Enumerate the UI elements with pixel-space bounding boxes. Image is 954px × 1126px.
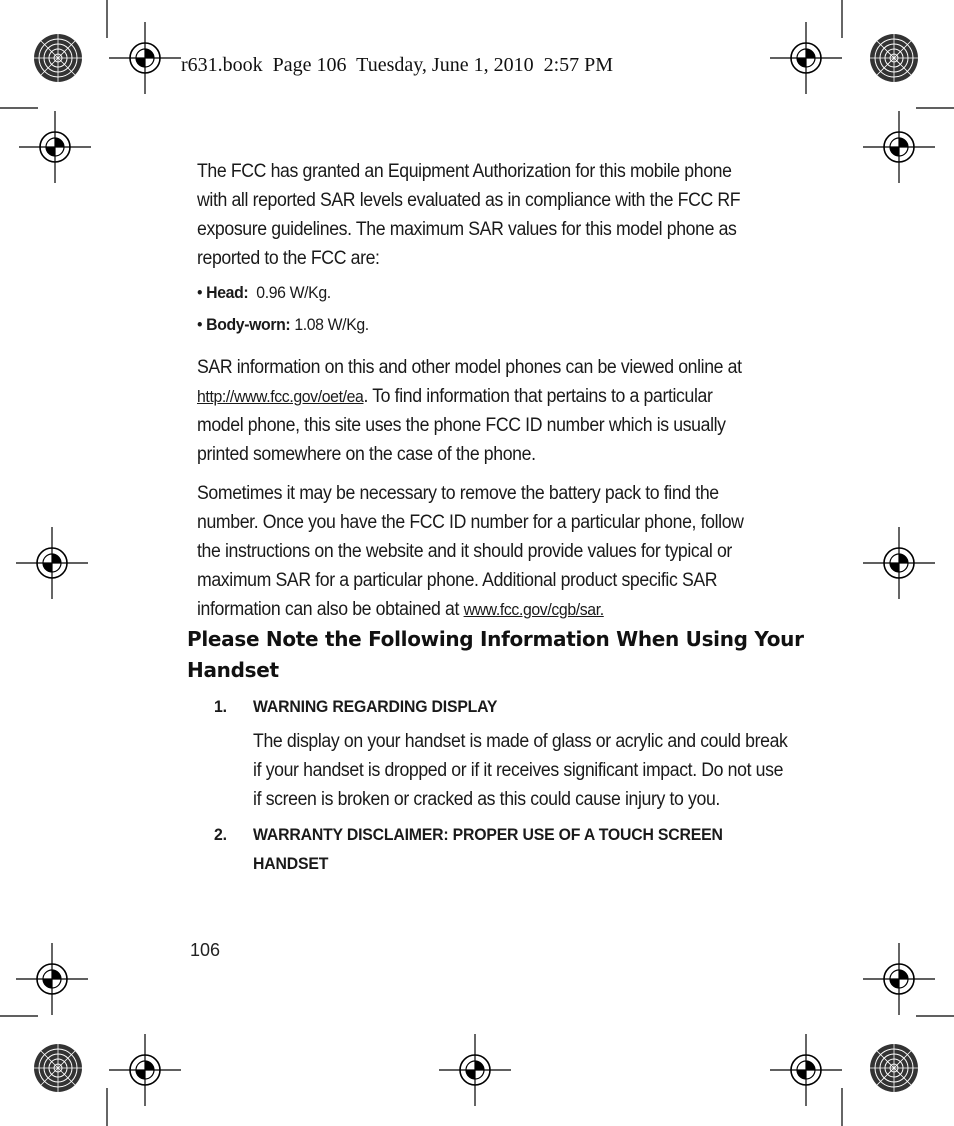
paragraph-text: Sometimes it may be necessary to remove the battery pack to find the number. Once you have the FCC ID number for a particular phone, follow the instructions on the website and it should provide values for typical or maximum SAR for a particular phone. Additional product specific SAR information can also be obtained at xyxy=(197,483,744,620)
registration-mark xyxy=(19,111,91,183)
list-item-title xyxy=(214,820,791,878)
page-number: 106 xyxy=(190,940,221,960)
registration-mark xyxy=(109,1034,181,1106)
item-title-text: WARRANTY DISCLAIMER: PROPER USE OF A TOUCH SCREEN HANDSET xyxy=(253,825,723,873)
registration-mark xyxy=(16,943,88,1015)
section-heading: Please Note the Following Information When Using Your Handset xyxy=(187,627,804,682)
sar-value: 0.96 W/Kg. xyxy=(256,283,331,302)
numbered-list xyxy=(214,692,791,878)
color-target xyxy=(870,34,918,82)
intro-paragraph: The FCC has granted an Equipment Authorization for this mobile phone with all reported SAR levels evaluated as in compliance with the FCC RF exposure guidelines. The maximum SAR values for this model phone as reported to the FCC are: xyxy=(197,161,741,269)
item-title-text: WARNING REGARDING DISPLAY xyxy=(253,697,498,716)
fcc-cgb-link[interactable]: www.fcc.gov/cgb/sar. xyxy=(463,600,604,619)
color-target xyxy=(34,1044,82,1092)
print-header: r631.book Page 106 Tuesday, June 1, 2010 2:57 PM xyxy=(181,54,614,76)
sar-label: Body-worn: xyxy=(206,315,291,334)
document-body xyxy=(197,157,746,634)
registration-mark xyxy=(109,22,181,94)
sar-info-paragraph xyxy=(197,353,746,469)
registration-mark xyxy=(770,22,842,94)
sar-value: 1.08 W/Kg. xyxy=(294,315,369,334)
sar-head-item: • Head: 0.96 W/Kg. xyxy=(197,283,331,302)
sar-body-item: • Body-worn: 1.08 W/Kg. xyxy=(197,315,369,334)
color-target xyxy=(870,1044,918,1092)
registration-mark xyxy=(863,943,935,1015)
list-item-number: 2. xyxy=(214,825,227,844)
registration-mark xyxy=(770,1034,842,1106)
list-item-number: 1. xyxy=(214,697,227,716)
paragraph-text: SAR information on this and other model phones can be viewed online at xyxy=(197,357,742,378)
registration-mark xyxy=(863,527,935,599)
paragraph-text: . To find information that pertains to a particular model phone, this site uses the phone FCC ID number which is usually printed somewhere on the case of the phone. xyxy=(197,386,726,465)
registration-mark xyxy=(439,1034,511,1106)
sar-label: Head: xyxy=(206,283,249,302)
battery-paragraph xyxy=(197,479,746,624)
list-item-body: The display on your handset is made of glass or acrylic and could break if your handset is dropped or if it receives significant impact. Do not use if screen is broken or cracked as this could cause injury to you. xyxy=(253,731,788,810)
color-target xyxy=(34,34,82,82)
registration-mark xyxy=(16,527,88,599)
list-item-title xyxy=(214,692,791,721)
registration-mark xyxy=(863,111,935,183)
fcc-oet-link[interactable]: http://www.fcc.gov/oet/ea xyxy=(197,387,364,406)
